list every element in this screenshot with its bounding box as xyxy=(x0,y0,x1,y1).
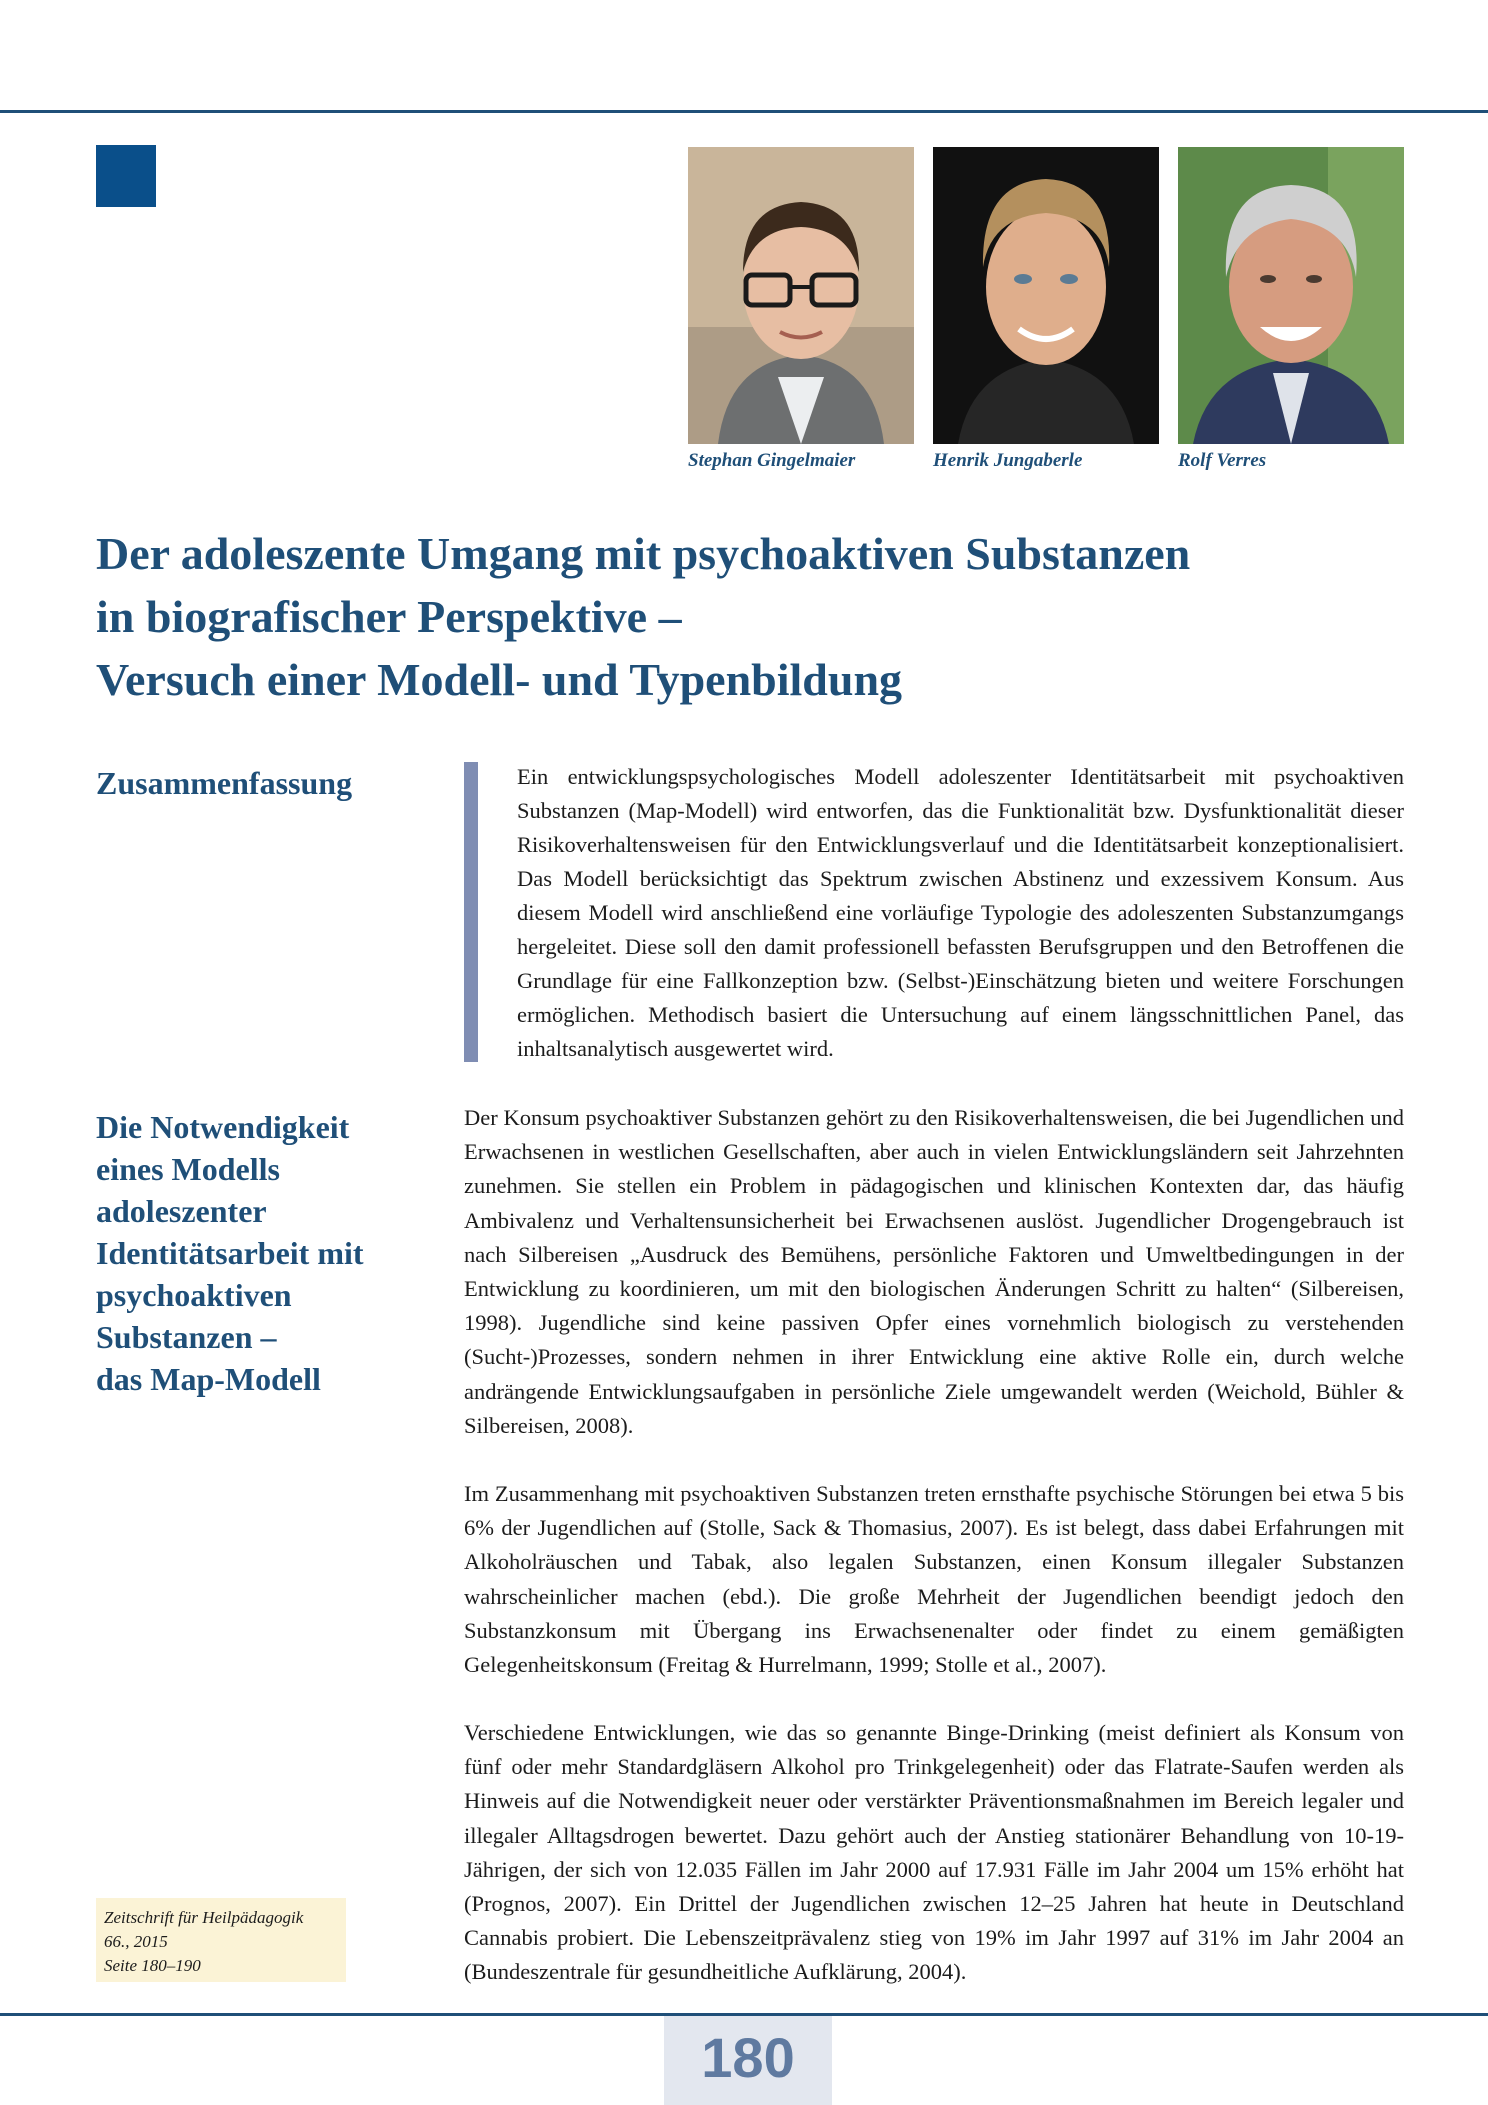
author-photo-3 xyxy=(1178,147,1404,444)
article-title xyxy=(96,522,1416,711)
title-line: Versuch einer Modell- und Typenbildung xyxy=(96,654,903,705)
title-line: Der adoleszente Umgang mit psychoaktiven Substanzen xyxy=(96,528,1191,579)
author-caption-2: Henrik Jungaberle xyxy=(933,450,1083,471)
abstract-text: Ein entwicklungspsychologisches Modell adoleszenter Identitätsarbeit mit psychoaktiven Substanzen (Map-Modell) wird entworfen, das die Funktionalität bzw. Dysfunktionalität dieser Risikoverhaltensweisen für den Entwicklungsverlauf und die Identitätsarbeit konzeptionalisiert. Das Modell berücksichtigt das Spektrum zwischen Abstinenz und exzessivem Konsum. Aus diesem Modell wird anschließend eine vorläufige Typologie des adoleszenten Substanzumgangs hergeleitet. Diese soll den damit professionell befassten Berufsgruppen und den Betroffenen die Grundlage für eine Fallkonzeption bzw. (Selbst-)Einschätzung bieten und weitere Forschungen ermöglichen. Methodisch basiert die Untersuchung auf einem längsschnittlichen Panel, das inhaltsanalytisch ausgewertet wird. xyxy=(517,764,1404,1061)
author-caption-1: Stephan Gingelmaier xyxy=(688,450,856,471)
author-photo-2 xyxy=(933,147,1159,444)
abstract-bar xyxy=(464,762,478,1062)
summary-heading: Zusammenfassung xyxy=(96,765,353,801)
title-line: in biografischer Perspektive – xyxy=(96,591,682,642)
author-caption-3: Rolf Verres xyxy=(1178,450,1267,471)
journal-citation: Zeitschrift für Heilpädagogik 66., 2015 Seite 180–190 xyxy=(96,1898,346,1982)
body-paragraph: Im Zusammenhang mit psychoaktiven Substanzen treten ernsthafte psychische Störungen bei etwa 5 bis 6% der Jugendlichen auf (Stolle, Sack & Thomasius, 2007). Es ist belegt, dass dabei Erfahrungen mit Alkoholräuschen und Tabak, also legalen Substanzen, einen Konsum illegaler Substanzen wahrscheinlicher machen (ebd.). Die große Mehrheit der Jugendlichen beendigt jedoch den Substanzkonsum mit Übergang ins Erwachsenenalter oder findet zu einem gemäßigten Gelegenheitskonsum (Freitag & Hurrelmann, 1999; Stolle et al., 2007). xyxy=(464,1481,1404,1678)
section-heading: Die Notwendigkeit eines Modells adoleszenter Identitätsarbeit mit psychoaktiven Substanzen – das Map-Modell xyxy=(96,1109,364,1397)
top-rule xyxy=(0,110,1488,113)
body-paragraph: Der Konsum psychoaktiver Substanzen gehört zu den Risikoverhaltensweisen, die bei Jugendlichen und Erwachsenen in westlichen Gesellschaften, aber auch in vielen Entwicklungsländern seit Jahrzehnten zunehmen. Sie stellen ein Problem in pädagogischen und klinischen Kontexten dar, das häufig Ambivalenz und Verhaltensunsicherheit bei Erwachsenen auslöst. Jugendlicher Drogengebrauch ist nach Silbereisen „Ausdruck des Bemühens, persönliche Faktoren und Umweltbedingungen in der Entwicklung zu koordinieren, um mit den biologischen Änderungen Schritt zu halten“ (Silbereisen, 1998). Jugendliche sind keine passiven Opfer eines vornehmlich biologisch zu verstehenden (Sucht-)Prozesses, sondern nehmen in ihrer Entwicklung eine aktive Rolle ein, durch welche andrängende Entwicklungsaufgaben in persönliche Ziele umgewandelt werden (Weichold, Bühler & Silbereisen, 2008). xyxy=(464,1105,1404,1438)
author-photo-1 xyxy=(688,147,914,444)
section-marker xyxy=(96,145,156,207)
page-number: 180 xyxy=(664,2016,832,2105)
body-paragraph: Verschiedene Entwicklungen, wie das so genannte Binge-Drinking (meist definiert als Konsum von fünf oder mehr Standardgläsern Alkohol pro Trinkgelegenheit) oder das Flatrate-Saufen werden als Hinweis auf die Notwendigkeit neuer oder verstärkter Präventionsmaßnahmen im Bereich legaler und illegaler Alltagsdrogen bewertet. Dazu gehört auch der Anstieg stationärer Behandlung von 10-19-Jährigen, der sich von 12.035 Fällen im Jahr 2000 auf 17.931 Fälle im Jahr 2004 um 15% erhöht hat (Prognos, 2007). Ein Drittel der Jugendlichen zwischen 12–25 Jahren hat heute in Deutschland Cannabis probiert. Die Lebenszeitprävalenz stieg von 19% im Jahr 1997 auf 31% im Jahr 2004 an (Bundeszentrale für gesundheitliche Aufklärung, 2004). xyxy=(464,1720,1404,1985)
